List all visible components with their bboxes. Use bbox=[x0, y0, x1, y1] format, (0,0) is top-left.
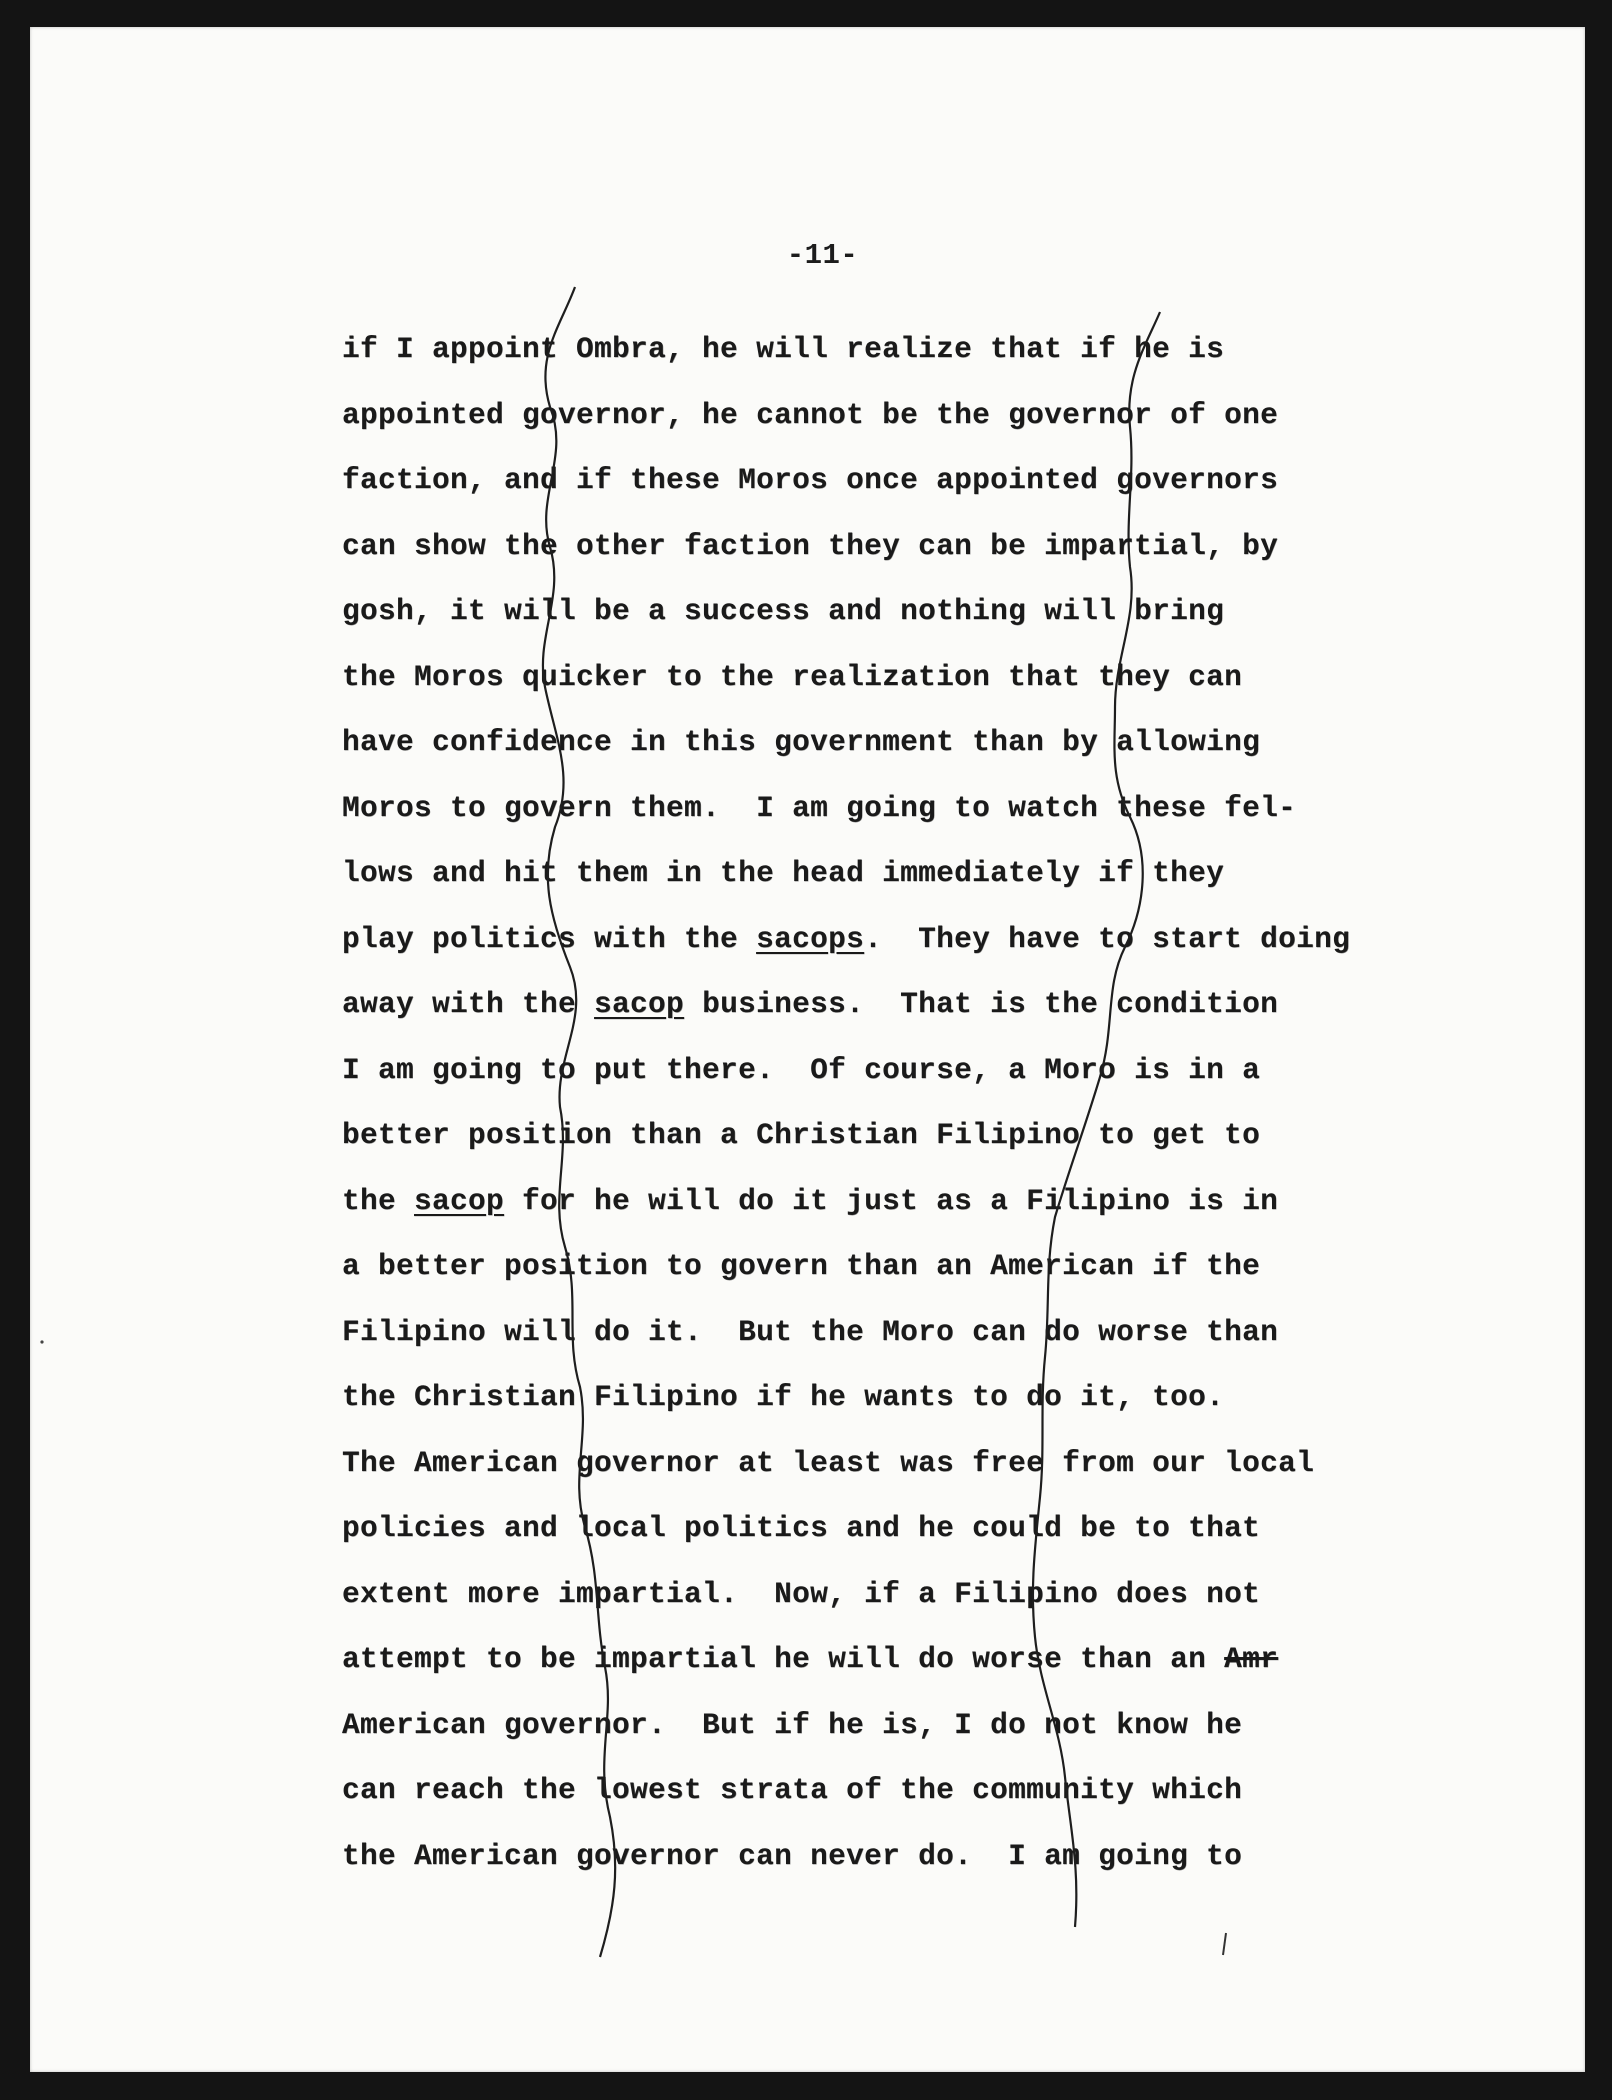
line-segment: American governor. But if he is, I do not know he bbox=[342, 1707, 1243, 1742]
pencil-tick-mark bbox=[1223, 1933, 1226, 1955]
line-segment: a better position to govern than an American if the bbox=[342, 1249, 1261, 1283]
underlined-word: sacop bbox=[414, 1183, 505, 1218]
text-line bbox=[342, 841, 1350, 907]
line-segment: the Moros quicker to the realization that they can bbox=[342, 659, 1243, 694]
text-line bbox=[342, 1758, 1350, 1824]
line-segment: have confidence in this government than by allowing bbox=[342, 725, 1261, 759]
line-segment: Moros to govern them. I am going to watch these fel- bbox=[342, 790, 1297, 825]
text-line bbox=[342, 1038, 1350, 1104]
text-line bbox=[342, 1365, 1350, 1431]
text-line bbox=[342, 776, 1350, 842]
underlined-word: sacops bbox=[756, 921, 865, 956]
text-line bbox=[342, 514, 1350, 580]
text-line bbox=[342, 1234, 1350, 1300]
line-segment: appointed governor, he cannot be the governor of one bbox=[342, 397, 1279, 432]
text-line bbox=[342, 1103, 1350, 1169]
line-segment: play politics with the bbox=[342, 921, 757, 956]
line-segment: away with the bbox=[342, 987, 595, 1021]
text-line bbox=[342, 1496, 1350, 1562]
page-number: -11- bbox=[786, 239, 859, 272]
text-line bbox=[342, 1627, 1350, 1693]
line-segment: Filipino will do it. But the Moro can do worse than bbox=[342, 1314, 1279, 1349]
line-segment: gosh, it will be a success and nothing will bring bbox=[342, 594, 1225, 628]
text-line bbox=[342, 1562, 1350, 1628]
struck-out-text: Amr bbox=[1224, 1642, 1279, 1676]
text-line bbox=[342, 383, 1350, 449]
line-segment: attempt to be impartial he will do worse than an bbox=[342, 1642, 1225, 1676]
text-line bbox=[342, 1824, 1350, 1890]
line-segment: extent more impartial. Now, if a Filipino does not bbox=[342, 1576, 1261, 1611]
text-line bbox=[342, 1693, 1350, 1759]
text-line bbox=[342, 907, 1350, 973]
typed-body-text bbox=[342, 317, 1350, 1889]
text-line bbox=[342, 645, 1350, 711]
paper-speck bbox=[40, 1340, 43, 1343]
text-line bbox=[342, 1169, 1350, 1235]
line-segment: better position than a Christian Filipino to get to bbox=[342, 1118, 1261, 1152]
line-segment: the bbox=[342, 1183, 415, 1218]
underlined-word: sacop bbox=[594, 987, 685, 1021]
line-segment: can show the other faction they can be impartial, by bbox=[342, 528, 1279, 563]
line-segment: The American governor at least was free from our local bbox=[342, 1445, 1315, 1480]
line-segment: policies and local politics and he could be to that bbox=[342, 1511, 1261, 1545]
line-segment: I am going to put there. Of course, a Moro is in a bbox=[342, 1052, 1261, 1087]
line-segment: the American governor can never do. I am going to bbox=[342, 1838, 1243, 1873]
line-segment: . They have to start doing bbox=[864, 921, 1351, 956]
text-line bbox=[342, 972, 1350, 1038]
line-segment: for he will do it just as a Filipino is in bbox=[504, 1183, 1279, 1218]
typewritten-page bbox=[30, 27, 1585, 2072]
line-segment: if I appoint Ombra, he will realize that if he is bbox=[342, 332, 1225, 366]
line-segment: faction, and if these Moros once appointed governors bbox=[342, 463, 1279, 497]
line-segment: can reach the lowest strata of the community which bbox=[342, 1773, 1243, 1807]
text-line bbox=[342, 1300, 1350, 1366]
text-line bbox=[342, 579, 1350, 645]
line-segment: the Christian Filipino if he wants to do it, too. bbox=[342, 1380, 1225, 1414]
text-line bbox=[342, 1431, 1350, 1497]
text-line bbox=[342, 448, 1350, 514]
text-line bbox=[342, 710, 1350, 776]
text-line bbox=[342, 317, 1350, 383]
line-segment: business. That is the condition bbox=[684, 987, 1279, 1021]
line-segment: lows and hit them in the head immediately if they bbox=[342, 856, 1225, 890]
